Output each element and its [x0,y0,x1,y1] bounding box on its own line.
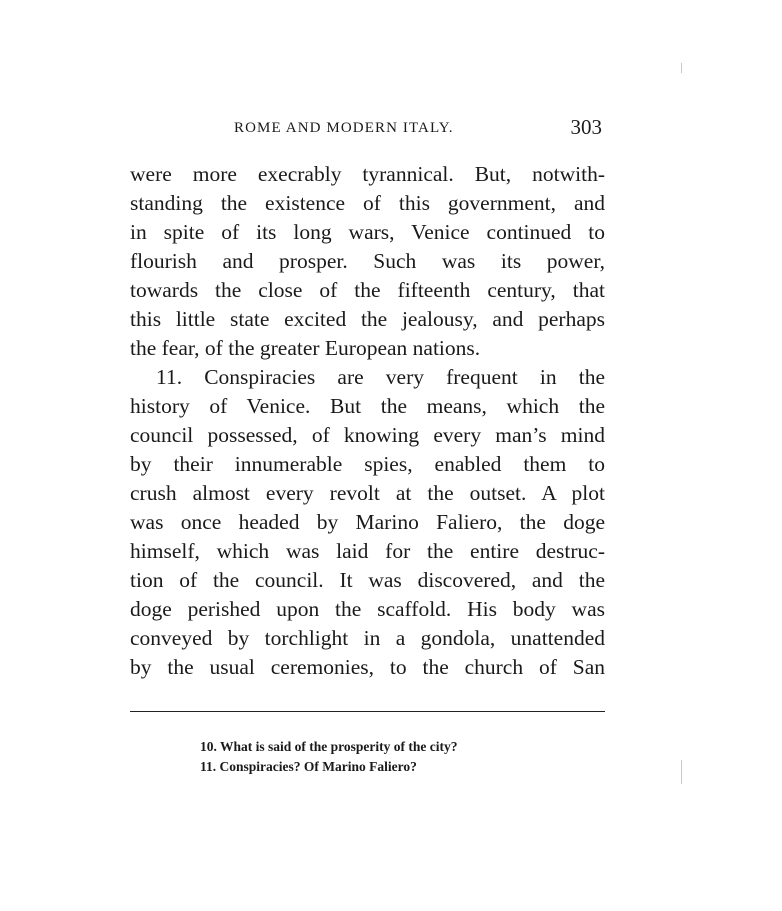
running-title: ROME AND MODERN ITALY. [234,120,454,136]
text-line: were more execrably tyrannical. But, notwith- [130,162,605,186]
running-header [130,115,605,144]
footnote-question: 11. Conspiracies? Of Marino Faliero? [200,759,417,774]
text-line: history of Venice. But the means, which the [130,394,605,418]
page-number: 303 [570,115,602,139]
text-line: flourish and prosper. Such was its power, [130,249,605,273]
text-line: crush almost every revolt at the outset. A plot [130,481,605,505]
text-line: by their innumerable spies, enabled them to [130,452,605,476]
text-line: tion of the council. It was discovered, and the [130,568,605,592]
footnote-question: 10. What is said of the prosperity of the city? [200,739,458,754]
footnote-divider [130,711,605,712]
paragraph-start-line: 11. Conspiracies are very frequent in the [156,365,605,389]
text-line: this little state excited the jealousy, and perhaps [130,307,605,331]
scan-mark [681,63,682,73]
text-line: was once headed by Marino Faliero, the doge [130,510,605,534]
text-line: standing the existence of this government, and [130,191,605,215]
footnotes [200,737,458,777]
text-line: the fear, of the greater European nations. [130,336,481,360]
text-line: himself, which was laid for the entire destruc- [130,539,605,563]
body-text [130,160,605,682]
scan-mark [681,760,682,784]
text-line: council possessed, of knowing every man’s mind [130,423,605,447]
text-line: in spite of its long wars, Venice continued to [130,220,605,244]
text-line: by the usual ceremonies, to the church of San [130,655,605,679]
text-line: conveyed by torchlight in a gondola, unattended [130,626,605,650]
text-line: towards the close of the fifteenth century, that [130,278,605,302]
text-line: doge perished upon the scaffold. His body was [130,597,605,621]
